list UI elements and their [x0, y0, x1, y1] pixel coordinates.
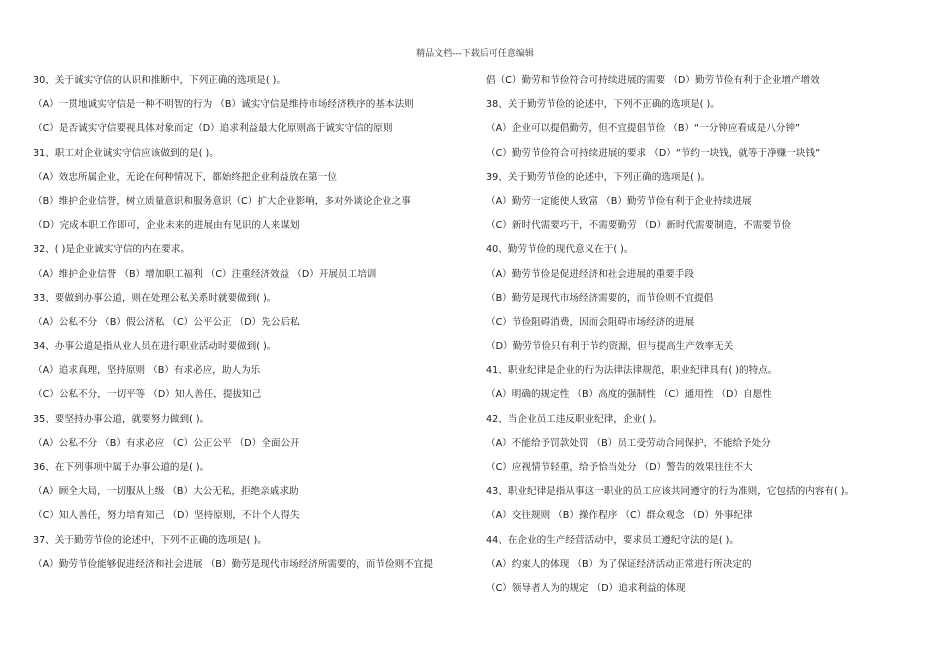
option-line: （A）企业可以提倡勤劳，但不宜提倡节俭 （B）“一分钟应看成是八分钟” — [486, 123, 800, 135]
question-line: 41、职业纪律是企业的行为法律法律规范，职业纪律具有( )的特点。 — [486, 365, 778, 377]
option-line: （A）公私不分 （B）假公济私 （C）公平公正 （D）先公后私 — [33, 316, 300, 328]
option-line: 倡（C）勤劳和节俭符合可持续进展的需要 （D）勤劳节俭有利于企业增产增效 — [486, 75, 820, 86]
option-line: （B）维护企业信誉，树立质量意识和服务意识（C）扩大企业影响，多对外谈论企业之事 — [33, 195, 411, 207]
option-line: （A）不能给予罚款处罚 （B）员工受劳动合同保护，不能给予处分 — [486, 437, 771, 449]
option-line: （A）约束人的体现 （B）为了保证经济活动正常进行所决定的 — [486, 558, 752, 570]
option-line: （A）勤劳一定能使人致富 （B）勤劳节俭有利于企业持续进展 — [486, 195, 752, 207]
question-line: 32、( )是企业诚实守信的内在要求。 — [33, 244, 191, 256]
option-line: （D）完成本职工作即可，企业未来的进展由有见识的人来谋划 — [33, 220, 300, 232]
question-line: 42、当企业员工违反职业纪律，企业( )。 — [486, 413, 663, 425]
question-line: 43、职业纪律是指从事这一职业的员工应该共同遵守的行为准则，它包括的内容有( )。 — [486, 486, 855, 498]
question-line: 30、关于诚实守信的认识和推断中，下列正确的选项是( )。 — [33, 75, 286, 86]
question-line: 34、办事公道是指从业人员在进行职业活动时要做到( )。 — [33, 341, 277, 353]
option-line: （A）维护企业信誉 （B）增加职工福利 （C）注重经济效益 （D）开展员工培训 — [33, 268, 377, 280]
option-line: （A）效忠所属企业，无论在何种情况下，都始终把企业利益放在第一位 — [33, 171, 337, 183]
option-line: （A）顾全大局，一切服从上级 （B）大公无私，拒绝亲戚求助 — [33, 486, 299, 498]
option-line: （A）一贯地诚实守信是一种不明智的行为 （B）诚实守信是维持市场经济秩序的基本法则 — [33, 99, 414, 111]
question-line: 39、关于勤劳节俭的论述中，下列正确的选项是( )。 — [486, 171, 711, 183]
option-line: （C）公私不分，一切平等 （D）知人善任，提拔知己 — [33, 389, 262, 401]
option-line: （A）追求真理，坚持原则 （B）有求必应，助人为乐 — [33, 365, 261, 377]
option-line: （C）是否诚实守信要视具体对象而定（D）追求利益最大化原则高于诚实守信的原则 — [33, 123, 393, 135]
page-header: 精品文档---下载后可任意编辑 — [416, 49, 534, 59]
option-line: （A）勤劳节俭是促进经济和社会进展的重要手段 — [486, 268, 695, 280]
option-line: （C）新时代需要巧干，不需要勤劳 （D）新时代需要制造，不需要节俭 — [486, 220, 791, 232]
option-line: （A）明确的规定性 （B）高度的强制性 （C）通用性 （D）自愿性 — [486, 389, 772, 401]
question-line: 33、要做到办事公道，则在处理公私关系时就要做到( )。 — [33, 292, 277, 304]
option-line: （C）勤劳节俭符合可持续进展的要求 （D）“节约一块钱，就等于净赚一块钱” — [486, 147, 821, 159]
question-line: 31、职工对企业诚实守信应该做到的是( )。 — [33, 147, 219, 159]
option-line: （D）勤劳节俭只有利于节约资源，但与提高生产效率无关 — [486, 341, 734, 353]
left-column — [33, 74, 463, 582]
right-column — [486, 74, 926, 606]
option-line: （C）节俭阻碍消费，因而会阻碍市场经济的进展 — [486, 316, 695, 328]
option-line: （A）公私不分 （B）有求必应 （C）公正公平 （D）全面公开 — [33, 437, 300, 449]
option-line: （B）勤劳是现代市场经济需要的，而节俭则不宜提倡 — [486, 292, 714, 304]
option-line: （C）应视情节轻重，给予恰当处分 （D）警告的效果往往不大 — [486, 462, 753, 473]
question-line: 44、在企业的生产经营活动中，要求员工遵纪守法的是( )。 — [486, 534, 739, 546]
option-line: （A）勤劳节俭能够促进经济和社会进展 （B）勤劳是现代市场经济所需要的，而节俭则不宜提 — [33, 558, 433, 570]
question-line: 40、勤劳节俭的现代意义在于( )。 — [486, 244, 634, 256]
option-line: （C）知人善任，努力培育知己 （D）坚持原则，不计个人得失 — [33, 510, 300, 522]
question-line: 36、在下列事项中属于办事公道的是( )。 — [33, 462, 210, 473]
question-line: 37、关于勤劳节俭的论述中，下列不正确的选项是( )。 — [33, 534, 267, 546]
question-line: 35、要坚持办事公道，就要努力做到( )。 — [33, 413, 210, 425]
question-line: 38、关于勤劳节俭的论述中，下列不正确的选项是( )。 — [486, 99, 720, 111]
option-line: （C）领导者人为的规定 （D）追求利益的体现 — [486, 582, 686, 594]
option-line: （A）交往规则 （B）操作程序 （C）群众观念 （D）外事纪律 — [486, 510, 753, 522]
